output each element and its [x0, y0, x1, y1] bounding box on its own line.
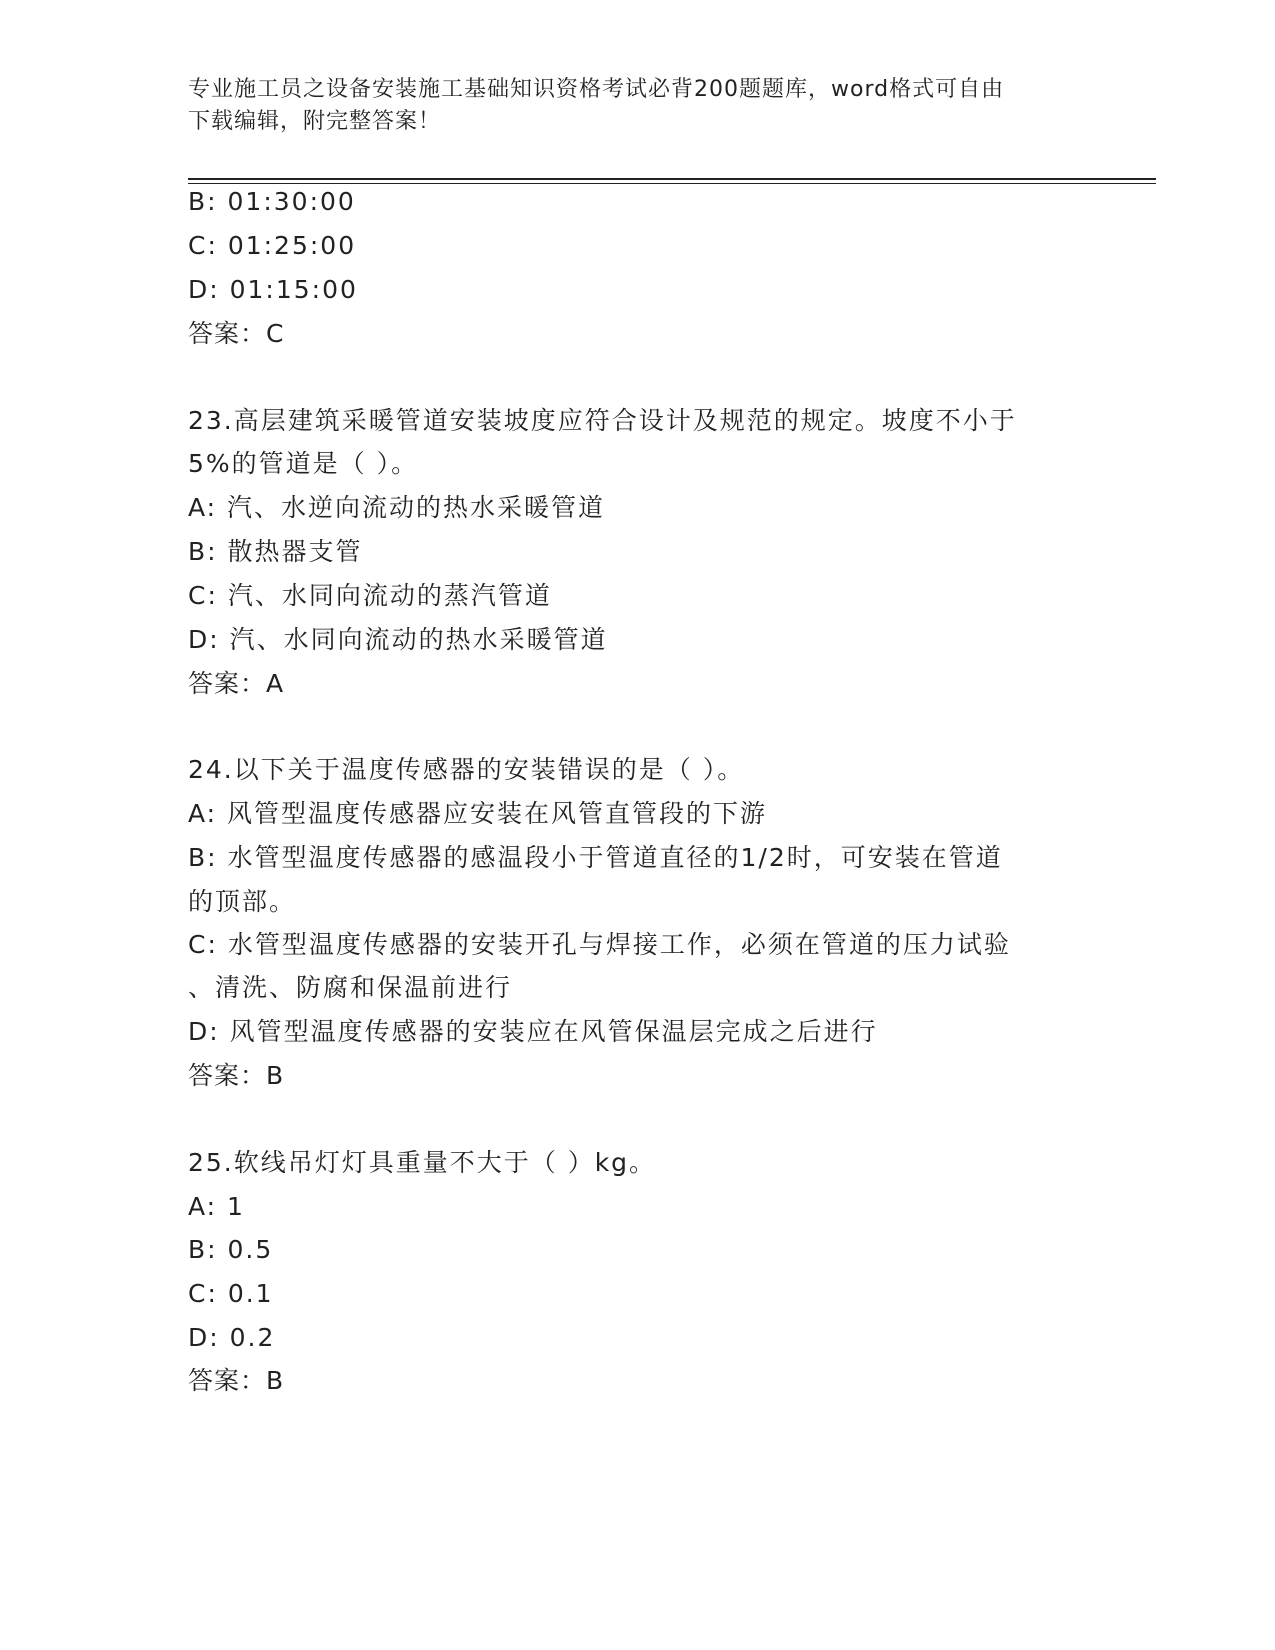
header-title-line-1: 专业施工员之设备安装施工基础知识资格考试必背200题题库，word格式可自由: [188, 77, 1005, 102]
q24-option-c-line-1: C: 水管型温度传感器的安装开孔与焊接工作，必须在管道的压力试验: [188, 930, 1011, 959]
q25-option-c: C: 0.1: [188, 1279, 274, 1308]
q23-stem-line-2: 5%的管道是（ ）。: [188, 449, 419, 478]
q25-answer: 答案：B: [188, 1366, 285, 1395]
q23-option-d: D: 汽、水同向流动的热水采暖管道: [188, 625, 608, 654]
q25-option-b: B: 0.5: [188, 1235, 274, 1264]
document-header: [188, 74, 1068, 138]
q24-option-a: A: 风管型温度传感器应安装在风管直管段的下游: [188, 799, 768, 828]
q24-answer: 答案：B: [188, 1061, 285, 1090]
q22-option-b: B: 01:30:00: [188, 187, 356, 216]
q25-stem: 25.软线吊灯灯具重量不大于（ ）kg。: [188, 1148, 657, 1177]
q23-answer: 答案：A: [188, 669, 285, 698]
q22-option-d: D: 01:15:00: [188, 275, 358, 304]
q24-option-c-line-2: 、清洗、防腐和保温前进行: [188, 973, 513, 1002]
q24-stem: 24.以下关于温度传感器的安装错误的是（ ）。: [188, 755, 745, 784]
header-title-line-2: 下载编辑，附完整答案！: [188, 109, 442, 134]
q23-option-a: A: 汽、水逆向流动的热水采暖管道: [188, 493, 606, 522]
q25-option-a: A: 1: [188, 1192, 245, 1221]
q25-option-d: D: 0.2: [188, 1323, 276, 1352]
header-divider-thick: [188, 178, 1156, 180]
q22-answer: 答案：C: [188, 319, 285, 348]
q24-option-d: D: 风管型温度传感器的安装应在风管保温层完成之后进行: [188, 1017, 878, 1046]
q24-option-b-line-2: 的顶部。: [188, 887, 297, 916]
q23-option-c: C: 汽、水同向流动的蒸汽管道: [188, 581, 552, 610]
q22-option-c: C: 01:25:00: [188, 231, 357, 260]
q23-stem-line-1: 23.高层建筑采暖管道安装坡度应符合设计及规范的规定。坡度不小于: [188, 406, 1017, 435]
q23-option-b: B: 散热器支管: [188, 537, 363, 566]
q24-option-b-line-1: B: 水管型温度传感器的感温段小于管道直径的1/2时，可安装在管道: [188, 843, 1003, 872]
